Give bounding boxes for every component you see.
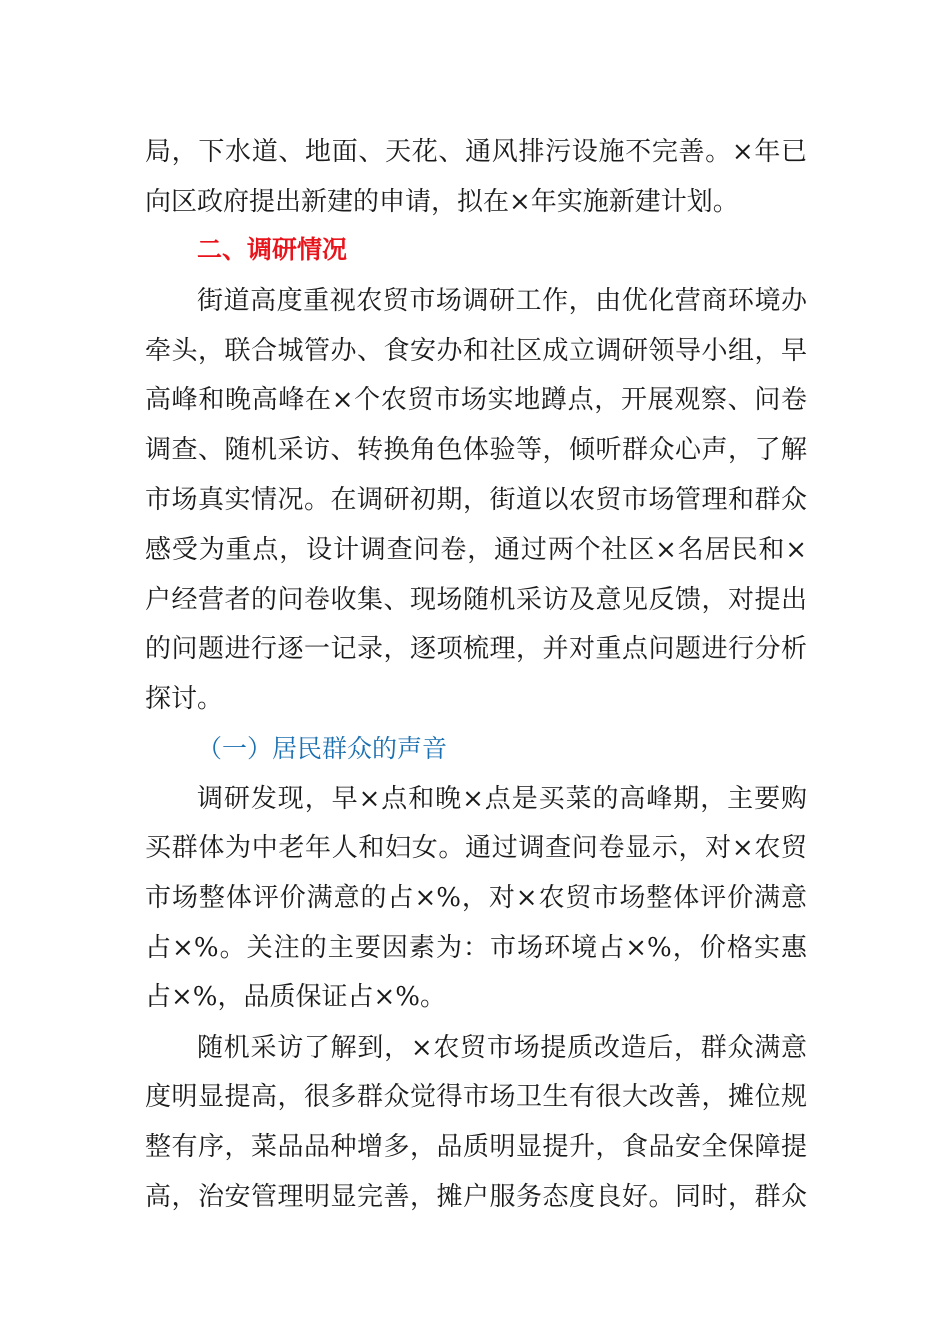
section2-line-1: 街道高度重视农贸市场调研工作，由优化营商环境办 <box>197 286 807 316</box>
section2-line-9: 探讨。 <box>145 684 224 714</box>
section2-line-4: 调查、随机采访、转换角色体验等，倾听群众心声，了解 <box>145 435 807 465</box>
section2-line-6: 感受为重点，设计调查问卷，通过两个社区×名居民和× <box>145 535 807 565</box>
section2-line-8: 的问题进行逐一记录，逐项梳理，并对重点问题进行分析 <box>145 634 807 664</box>
residents-p2-line-2: 度明显提高，很多群众觉得市场卫生有很大改善，摊位规 <box>145 1082 807 1112</box>
subsection-heading-residents: （一）居民群众的声音 <box>197 734 448 763</box>
residents-p2-line-3: 整有序，菜品品种增多，品质明显提升，食品安全保障提 <box>145 1132 807 1162</box>
section-heading-research: 二、调研情况 <box>197 235 348 264</box>
residents-p1-line-3: 市场整体评价满意的占×%，对×农贸市场整体评价满意 <box>145 883 807 913</box>
section2-line-2: 牵头，联合城管办、食安办和社区成立调研领导小组，早 <box>145 336 807 366</box>
residents-p1-line-4: 占×%。关注的主要因素为：市场环境占×%，价格实惠 <box>145 933 807 963</box>
residents-p1-line-1: 调研发现，早×点和晚×点是买菜的高峰期，主要购 <box>197 784 807 814</box>
residents-p1-line-5: 占×%，品质保证占×%。 <box>145 982 446 1012</box>
intro-line-1: 局，下水道、地面、天花、通风排污设施不完善。×年已 <box>145 137 807 167</box>
residents-p2-line-1: 随机采访了解到，×农贸市场提质改造后，群众满意 <box>197 1033 807 1063</box>
section2-line-5: 市场真实情况。在调研初期，街道以农贸市场管理和群众 <box>145 485 807 515</box>
residents-p1-line-2: 买群体为中老年人和妇女。通过调查问卷显示，对×农贸 <box>145 833 807 863</box>
section2-line-7: 户经营者的问卷收集、现场随机采访及意见反馈，对提出 <box>145 585 807 615</box>
residents-p2-line-4: 高，治安管理明显完善，摊户服务态度良好。同时，群众 <box>145 1182 807 1212</box>
section2-line-3: 高峰和晚高峰在×个农贸市场实地蹲点，开展观察、问卷 <box>145 385 807 415</box>
intro-line-2: 向区政府提出新建的申请，拟在×年实施新建计划。 <box>145 187 739 217</box>
